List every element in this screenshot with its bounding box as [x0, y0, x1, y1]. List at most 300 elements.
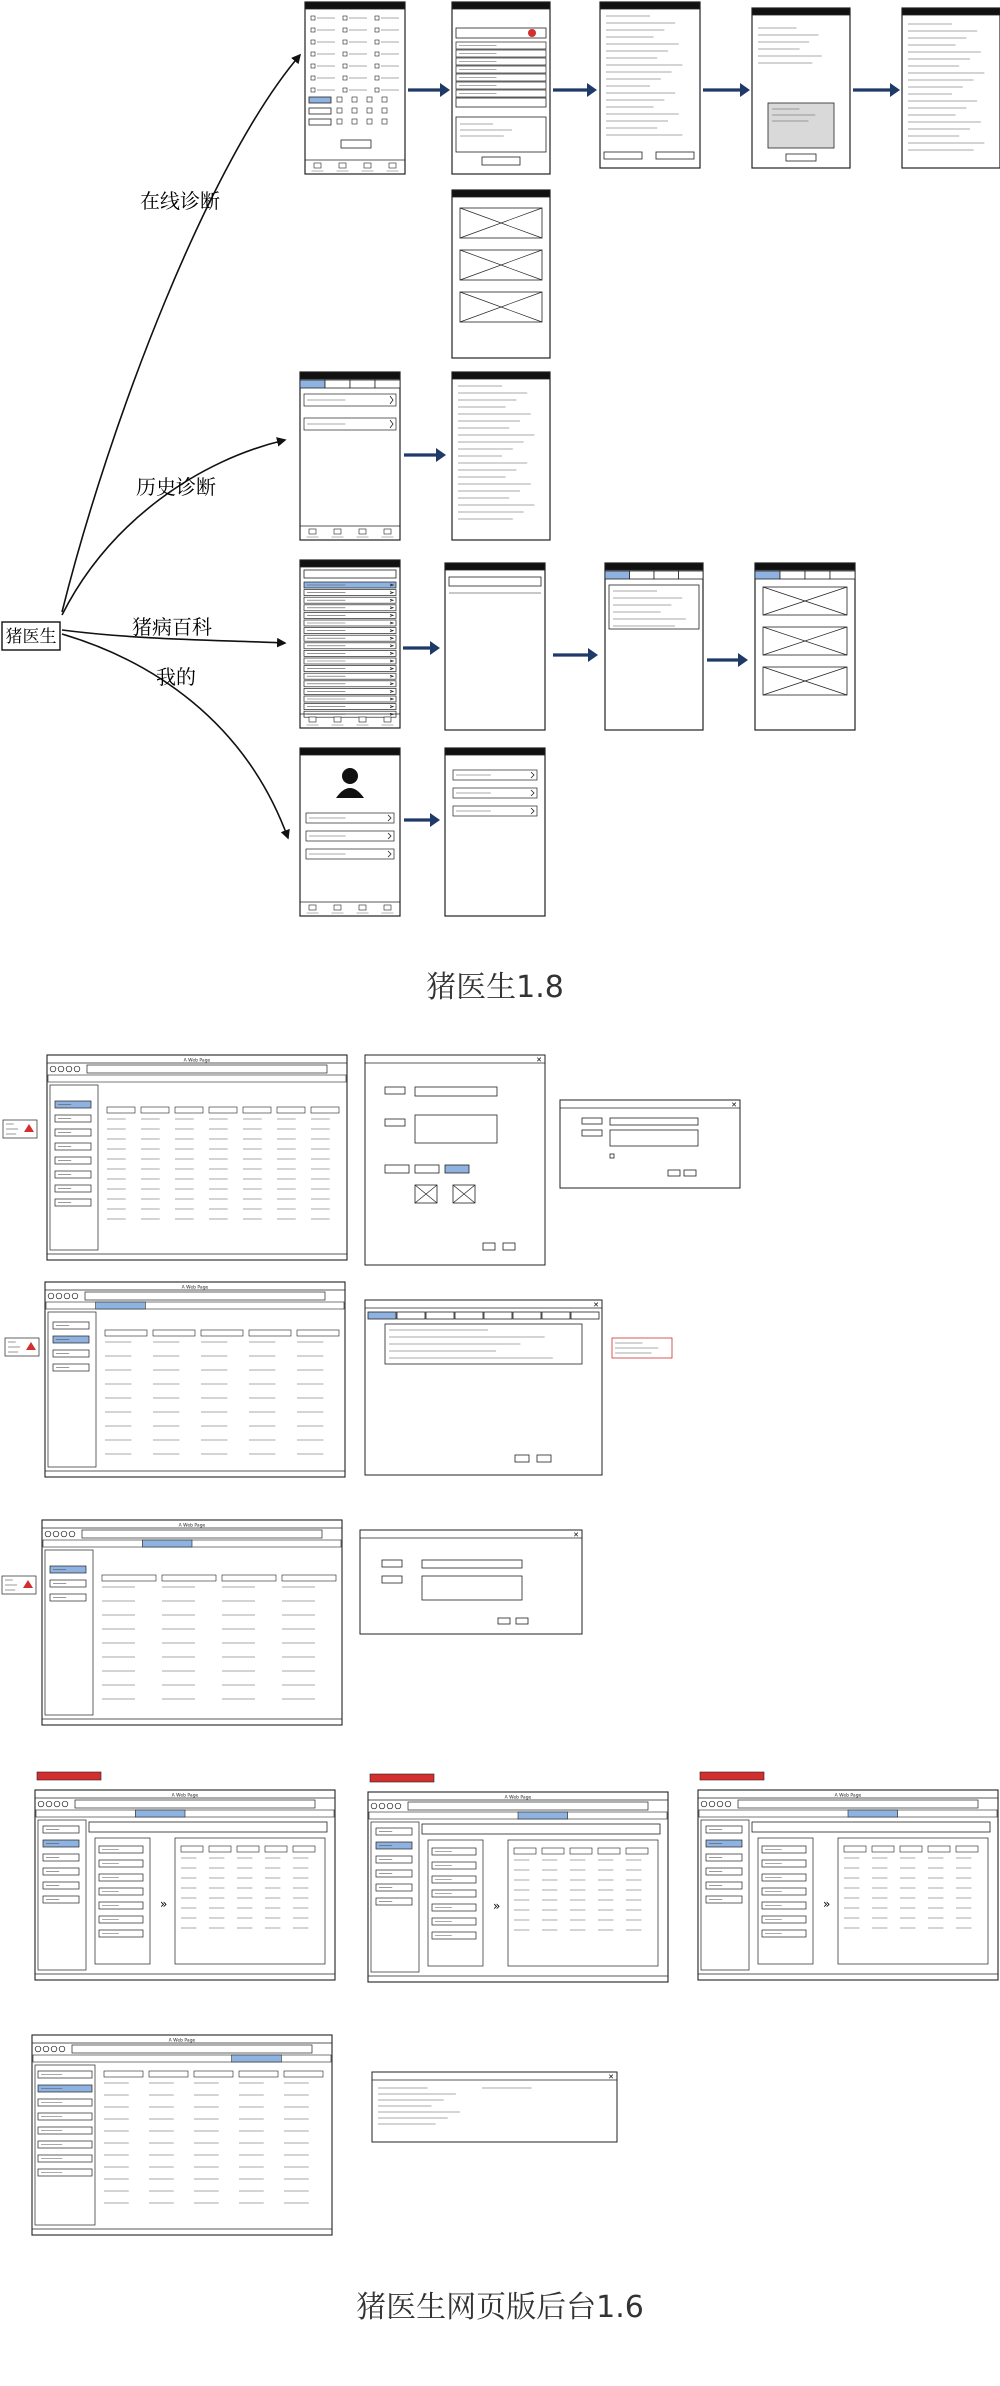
ok-button — [668, 1170, 680, 1176]
flow-arrow-head — [436, 448, 446, 462]
result-panel — [175, 1838, 325, 1964]
menu-tab-active — [96, 1302, 146, 1309]
modal-dialog — [560, 1100, 740, 1188]
address-bar — [82, 1530, 322, 1538]
text-input — [610, 1118, 698, 1125]
dialog-tab — [455, 1312, 483, 1319]
table-header-cell — [284, 2071, 323, 2077]
nav-control-icon — [58, 1066, 64, 1072]
modal-dialog — [365, 1300, 602, 1475]
phone-status-bar — [452, 372, 550, 379]
nav-control-icon — [66, 1066, 72, 1072]
browser-title: A Web Page — [168, 2038, 196, 2044]
menu-tab-active — [848, 1810, 898, 1817]
checkbox — [343, 52, 347, 56]
phone-status-bar — [752, 8, 850, 15]
nav-icon — [309, 529, 316, 534]
field-label — [582, 1130, 602, 1136]
checkbox — [343, 88, 347, 92]
next-button — [482, 157, 520, 165]
phone-screen — [300, 372, 400, 540]
checkbox — [337, 108, 342, 113]
nav-icon — [359, 717, 366, 722]
flow-arrow — [853, 83, 900, 97]
save-button — [515, 1455, 529, 1462]
warning-note — [2, 1576, 36, 1594]
phone-status-bar — [300, 372, 400, 379]
checkbox — [343, 28, 347, 32]
dialog-tab — [426, 1312, 454, 1319]
browser-window — [698, 1790, 998, 1980]
nav-icon — [334, 529, 341, 534]
nav-control-icon — [64, 1293, 70, 1299]
table-header-cell — [201, 1330, 243, 1336]
table-header-cell — [542, 1848, 564, 1854]
browser-title: A Web Page — [181, 1285, 209, 1291]
checkbox — [367, 119, 372, 124]
avatar-icon — [342, 768, 358, 784]
phone-status-bar — [605, 563, 703, 570]
cancel-button — [684, 1170, 696, 1176]
phone-screen — [300, 748, 400, 916]
phone-status-bar — [445, 748, 545, 755]
table-header-cell — [239, 2071, 278, 2077]
phone-status-bar — [600, 2, 700, 9]
address-bar — [85, 1292, 325, 1300]
checkbox — [337, 97, 342, 102]
table-header-cell — [956, 1846, 978, 1852]
nav-control-icon — [725, 1801, 731, 1807]
dialog-box — [768, 103, 834, 148]
checkbox — [375, 64, 379, 68]
ok-button — [498, 1618, 510, 1624]
table-header-cell — [107, 1107, 135, 1113]
checkbox — [311, 88, 315, 92]
phone-status-bar — [452, 190, 550, 197]
table-header-cell — [194, 2071, 233, 2077]
checkbox — [311, 64, 315, 68]
menu-bar — [33, 2055, 331, 2062]
image-placeholder — [460, 292, 542, 322]
top-tab — [805, 571, 830, 579]
branch-label-online: 在线诊断 — [140, 189, 220, 213]
flow-arrow — [403, 641, 440, 655]
nav-control-icon — [387, 1803, 393, 1809]
table-header-cell — [265, 1846, 287, 1852]
image-placeholder — [460, 208, 542, 238]
browser-window — [32, 2035, 332, 2235]
section-header — [89, 1822, 327, 1832]
phone-status-bar — [452, 2, 550, 9]
table-header-cell — [293, 1846, 315, 1852]
red-tag — [700, 1772, 764, 1780]
browser-title: A Web Page — [504, 1795, 532, 1801]
top-tab — [300, 380, 325, 388]
field-label — [382, 1576, 402, 1583]
field-label — [385, 1087, 405, 1094]
save-button — [483, 1243, 495, 1250]
cancel-button — [503, 1243, 515, 1250]
dialog-tab — [484, 1312, 512, 1319]
article-box — [609, 585, 699, 629]
checkbox — [343, 16, 347, 20]
flow-arrow-head — [738, 653, 748, 667]
dialog-frame — [372, 2072, 617, 2142]
branch-label-mine: 我的 — [156, 665, 196, 689]
upload-button — [445, 1165, 469, 1173]
section-header — [422, 1824, 660, 1834]
checkbox — [311, 52, 315, 56]
menu-tab-active — [135, 1810, 185, 1817]
section-title-app: 猪医生1.8 — [426, 970, 564, 1005]
upload-button — [385, 1165, 409, 1173]
nav-control-icon — [45, 1531, 51, 1537]
table-header-cell — [844, 1846, 866, 1852]
phone-screen — [902, 8, 1000, 168]
phone-content — [456, 28, 546, 165]
nav-control-icon — [59, 2046, 65, 2052]
table-header-cell — [297, 1330, 339, 1336]
table-header-cell — [249, 1330, 291, 1336]
cancel-button — [537, 1455, 551, 1462]
menu-bar — [48, 1075, 346, 1082]
address-bar — [72, 2045, 312, 2053]
browser-window — [42, 1520, 342, 1725]
field-label — [582, 1118, 602, 1124]
checkbox — [343, 64, 347, 68]
phone-content — [460, 208, 542, 322]
confirm-button — [656, 152, 694, 159]
phone-frame — [902, 8, 1000, 168]
flow-arrow-head — [740, 83, 750, 97]
double-chevron-icon: » — [823, 1897, 831, 1911]
top-tab — [830, 571, 855, 579]
phone-screen — [452, 372, 550, 540]
table-header-cell — [626, 1848, 648, 1854]
checkbox — [311, 28, 315, 32]
nav-icon — [384, 529, 391, 534]
section-header — [752, 1822, 990, 1832]
image-placeholder — [460, 250, 542, 280]
checkbox — [311, 76, 315, 80]
modal-dialog — [372, 2072, 617, 2142]
nav-icon — [334, 905, 341, 910]
phone-screen — [600, 2, 700, 168]
warning-note — [3, 1120, 37, 1138]
modal-dialog — [360, 1530, 582, 1634]
sidebar — [45, 1550, 93, 1715]
table-header-cell — [570, 1848, 592, 1854]
dialog-tab — [368, 1312, 396, 1319]
nav-control-icon — [69, 1531, 75, 1537]
browser-title: A Web Page — [183, 1058, 211, 1064]
nav-control-icon — [46, 1801, 52, 1807]
red-tag — [37, 1772, 101, 1780]
checkbox — [382, 108, 387, 113]
checkbox — [352, 97, 357, 102]
nav-control-icon — [38, 1801, 44, 1807]
checkbox — [375, 16, 379, 20]
text-input — [422, 1560, 522, 1568]
search-input — [304, 570, 396, 578]
checkbox — [352, 119, 357, 124]
nav-icon — [364, 163, 371, 168]
table-header-cell — [141, 1107, 169, 1113]
textarea — [610, 1130, 698, 1146]
nav-control-icon — [701, 1801, 707, 1807]
checkbox — [337, 119, 342, 124]
browser-title: A Web Page — [171, 1793, 199, 1799]
checkbox — [382, 97, 387, 102]
image-placeholder — [415, 1185, 437, 1203]
double-chevron-icon: » — [493, 1899, 501, 1913]
rules-panel — [95, 1838, 150, 1964]
flow-arrow-head — [588, 648, 598, 662]
address-bar — [408, 1802, 648, 1810]
nav-icon — [339, 163, 346, 168]
flow-arrow-head — [890, 83, 900, 97]
nav-icon — [359, 905, 366, 910]
top-tab — [679, 571, 704, 579]
flow-arrow — [553, 83, 597, 97]
nav-control-icon — [74, 1066, 80, 1072]
field-label — [382, 1560, 402, 1567]
table-header-cell — [872, 1846, 894, 1852]
phone-frame — [600, 2, 700, 168]
mindmap — [2, 55, 300, 838]
upload-button — [415, 1165, 439, 1173]
phone-screen — [755, 563, 855, 730]
field-row — [456, 98, 546, 107]
menu-tab-active — [518, 1812, 568, 1819]
phone-status-bar — [305, 2, 405, 9]
submit-button — [341, 140, 371, 148]
menu-tab-active — [232, 2055, 282, 2062]
nav-icon — [314, 163, 321, 168]
checkbox — [343, 40, 347, 44]
close-icon: ✕ — [573, 1531, 579, 1539]
address-bar — [738, 1800, 978, 1808]
field-label — [309, 108, 331, 114]
top-tab — [654, 571, 679, 579]
browser-title: A Web Page — [834, 1793, 862, 1799]
warning-note — [5, 1338, 39, 1356]
nav-icon — [359, 529, 366, 534]
top-tab — [375, 380, 400, 388]
browser-window — [47, 1055, 347, 1260]
nav-icon — [309, 905, 316, 910]
table-header-cell — [514, 1848, 536, 1854]
sidebar — [50, 1085, 98, 1250]
close-icon: ✕ — [536, 1056, 542, 1064]
nav-control-icon — [51, 2046, 57, 2052]
menu-bar — [46, 1302, 344, 1309]
phone-status-bar — [300, 748, 400, 755]
nav-control-icon — [35, 2046, 41, 2052]
red-label-tag — [370, 1774, 434, 1782]
field-label — [309, 119, 331, 125]
cancel-button — [516, 1618, 528, 1624]
checkbox — [367, 108, 372, 113]
result-panel — [508, 1840, 658, 1966]
table-header-cell — [222, 1575, 276, 1581]
image-placeholder — [763, 667, 847, 695]
ok-button — [786, 154, 816, 161]
nav-control-icon — [53, 1531, 59, 1537]
address-bar — [75, 1800, 315, 1808]
checkbox — [375, 52, 379, 56]
back-button — [604, 152, 642, 159]
rules-panel — [758, 1838, 813, 1964]
table-header-cell — [311, 1107, 339, 1113]
address-bar — [87, 1065, 327, 1073]
phone-content — [763, 587, 847, 695]
checkbox — [610, 1154, 614, 1158]
menu-tab-active — [142, 1540, 192, 1547]
table-header-cell — [175, 1107, 203, 1113]
nav-control-icon — [371, 1803, 377, 1809]
branch-line-history — [62, 440, 285, 615]
table-header-cell — [277, 1107, 305, 1113]
nav-control-icon — [395, 1803, 401, 1809]
close-icon: ✕ — [731, 1101, 737, 1109]
nav-control-icon — [61, 1531, 67, 1537]
phone-frame — [445, 563, 545, 730]
annotation-note — [612, 1338, 672, 1358]
textarea — [422, 1576, 522, 1600]
nav-control-icon — [50, 1066, 56, 1072]
top-tab — [605, 571, 630, 579]
branch-label-wiki: 猪病百科 — [132, 615, 212, 639]
top-tab — [325, 380, 350, 388]
red-label-tag — [37, 1772, 101, 1780]
nav-control-icon — [709, 1801, 715, 1807]
phone-content — [609, 585, 699, 629]
browser-window — [45, 1282, 345, 1477]
close-icon: ✕ — [608, 2073, 614, 2081]
phone-screen — [305, 2, 405, 174]
checkbox — [375, 40, 379, 44]
phone-screen — [452, 2, 550, 174]
checkbox — [352, 108, 357, 113]
table-header-cell — [209, 1107, 237, 1113]
phone-screen — [452, 190, 550, 358]
table-header-cell — [149, 2071, 188, 2077]
table-header-cell — [153, 1330, 195, 1336]
red-label-tag — [700, 1772, 764, 1780]
root-label: 猪医生 — [5, 627, 57, 647]
checkbox — [375, 88, 379, 92]
nav-control-icon — [717, 1801, 723, 1807]
table-header-cell — [928, 1846, 950, 1852]
nav-control-icon — [379, 1803, 385, 1809]
table-header-cell — [105, 1330, 147, 1336]
table-header-cell — [598, 1848, 620, 1854]
checkbox — [367, 97, 372, 102]
nav-control-icon — [43, 2046, 49, 2052]
dialog-tab — [542, 1312, 570, 1319]
branch-label-history: 历史诊断 — [136, 475, 216, 499]
top-tab — [755, 571, 780, 579]
flow-arrow — [553, 648, 598, 662]
textarea — [415, 1115, 497, 1143]
table-header-cell — [900, 1846, 922, 1852]
checkbox — [375, 28, 379, 32]
dialog-tab — [513, 1312, 541, 1319]
badge-icon — [528, 29, 536, 37]
checkbox — [311, 40, 315, 44]
table-header-cell — [282, 1575, 336, 1581]
checkbox — [343, 76, 347, 80]
nav-control-icon — [72, 1293, 78, 1299]
nav-control-icon — [54, 1801, 60, 1807]
flow-arrow — [703, 83, 750, 97]
phone-screen — [445, 563, 545, 730]
text-input — [415, 1087, 497, 1096]
image-placeholder — [763, 587, 847, 615]
nav-control-icon — [48, 1293, 54, 1299]
phone-status-bar — [755, 563, 855, 570]
red-tag — [370, 1774, 434, 1782]
table-header-cell — [162, 1575, 216, 1581]
notes-box — [456, 117, 546, 152]
result-panel — [838, 1838, 988, 1964]
field-label — [309, 97, 331, 103]
flow-arrow-head — [440, 83, 450, 97]
nav-icon — [334, 717, 341, 722]
table-header-cell — [102, 1575, 156, 1581]
table-header-cell — [209, 1846, 231, 1852]
search-input — [449, 577, 541, 586]
checkbox — [382, 119, 387, 124]
dialog-tab — [397, 1312, 425, 1319]
double-chevron-icon: » — [160, 1897, 168, 1911]
top-tab — [780, 571, 805, 579]
phone-screen — [445, 748, 545, 916]
dialog-tab — [571, 1312, 599, 1319]
image-placeholder — [453, 1185, 475, 1203]
flow-arrow-head — [587, 83, 597, 97]
flow-arrow-head — [430, 813, 440, 827]
browser-window — [368, 1792, 668, 1982]
modal-dialog — [365, 1055, 545, 1265]
top-tab — [630, 571, 655, 579]
flow-arrow — [404, 813, 440, 827]
table-header-cell — [104, 2071, 143, 2077]
nav-icon — [309, 717, 316, 722]
phone-status-bar — [445, 563, 545, 570]
branch-line-online — [62, 55, 300, 612]
phone-screen — [300, 560, 400, 728]
section-title-web: 猪医生网页版后台1.6 — [356, 2290, 644, 2325]
close-icon: ✕ — [593, 1301, 599, 1309]
dialog-frame — [365, 1055, 545, 1265]
phone-status-bar — [300, 560, 400, 567]
flow-arrow — [408, 83, 450, 97]
image-placeholder — [763, 627, 847, 655]
flow-arrow — [404, 448, 446, 462]
table-header-cell — [243, 1107, 271, 1113]
flow-arrow-head — [430, 641, 440, 655]
checkbox — [375, 76, 379, 80]
checkbox — [311, 16, 315, 20]
browser-window — [35, 1790, 335, 1980]
nav-icon — [384, 905, 391, 910]
phone-status-bar — [902, 8, 1000, 15]
table-header-cell — [237, 1846, 259, 1852]
top-tab — [350, 380, 375, 388]
web-wireframes — [2, 1055, 998, 2235]
